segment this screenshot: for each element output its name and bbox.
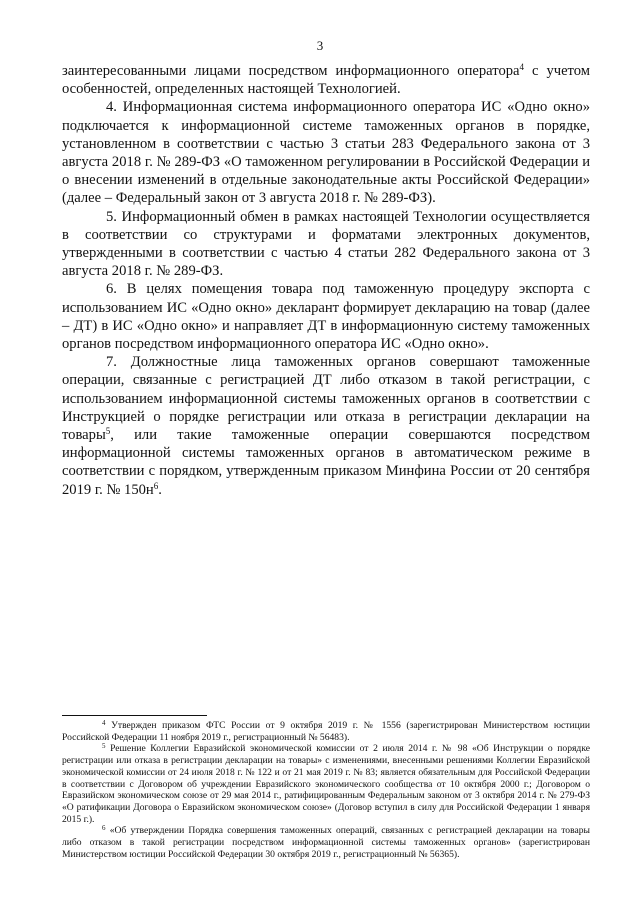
paragraph-text: заинтересованными лицами посредством информационного оператора [62,63,520,79]
footnote-ref-6[interactable]: 6 [153,480,159,491]
paragraph-text: 7. Должностные лица таможенных органов совершают таможенные операции, связанные с регистрацией ДТ либо отказом в такой регистрации, с использованием информационной системы таможенных органов в соответствии с Инструкцией о порядке регистрации или отказа в регистрации декларации на товары [62,354,590,444]
paragraph-7 [62,353,590,499]
paragraph-text: . [158,481,162,498]
footnotes [62,720,590,860]
footnote-6 [62,825,590,860]
footnote-text: Утвержден приказом ФТС России от 9 октября 2019 г. № 1556 (зарегистрирован Министерством юстиции Российской Федерации 11 ноября 2019 г., регистрационный № 56483). [62,720,590,743]
paragraph-6: 6. В целях помещения товара под таможенную процедуру экспорта с использованием ИС «Одно окно» декларант формирует декларацию на товар (далее – ДТ) в ИС «Одно окно» и направляет ДТ в информационную систему таможенных органов посредством информационного оператора ИС «Одно окно». [62,281,590,353]
footnote-number: 5 [102,742,106,751]
footnote-4 [62,720,590,743]
footnote-ref-4[interactable]: 4 [519,62,525,72]
paragraph-text: , или такие таможенные операции совершаются посредством информационной системы таможенных органов в автоматическом режиме в соответствии с порядком, утвержденным приказом Минфина России от 20 сентября 2019 г. № 150н [62,427,590,498]
footnote-text: «Об утверждении Порядка совершения таможенных операций, связанных с регистрацией декларации на товары либо отказом в такой регистрации посредством информационной системы таможенных органов» (зарегистрирован Министерством юстиции Российской Федерации 30 октября 2019 г., регистрационный № 56365). [62,825,590,860]
page-number: 3 [316,38,324,53]
footnote-ref-5[interactable]: 5 [105,426,111,437]
footnote-divider [62,715,207,716]
paragraph-5: 5. Информационный обмен в рамках настоящей Технологии осуществляется в соответствии со структурами и форматами электронных документов, утвержденными в соответствии с частью 4 статьи 282 Федерального закона от 3 августа 2018 г. № 289-ФЗ. [62,208,590,280]
footnote-5 [62,743,590,825]
paragraph-4: 4. Информационная система информационного оператора ИС «Одно окно» подключается к информационной системе таможенных органов в порядке, установленном в соответствии с частью 3 статьи 283 Федерального закона от 3 августа 2018 г. № 289-ФЗ «О таможенном регулировании в Российской Федерации и о внесении изменений в отдельные законодательные акты Российской Федерации» (далее – Федеральный закон от 3 августа 2018 г. № 289-ФЗ). [62,99,590,207]
paragraph-intro [62,62,590,98]
paragraph-text: с учетом особенностей, определенных настоящей Технологией. [62,63,590,98]
footnote-number: 6 [102,824,106,833]
body-text [62,62,590,499]
footnote-text: Решение Коллегии Евразийской экономической комиссии от 2 июля 2014 г. № 98 «Об Инструкции о порядке регистрации или отказа в регистрации декларации на товары» с изменениями, внесенными решениями Коллегии Евразийской экономической комиссии от 24 июля 2018 г. № 122 и от 21 мая 2019 г. № 83; является обязательным для Российской Федерации в соответствии с Договором об учреждении Евразийского экономического сообщества от 10 октября 2000 г.; Договором о Евразийском экономическом союзе от 29 мая 2014 г., ратифицированным Федеральным законом от 3 октября 2014 г. № 279-ФЗ «О ратификации Договора о Евразийском экономическом союзе» (Договор вступил в силу для Российской Федерации 1 января 2015 г.). [62,743,590,825]
footnote-number: 4 [102,719,106,727]
